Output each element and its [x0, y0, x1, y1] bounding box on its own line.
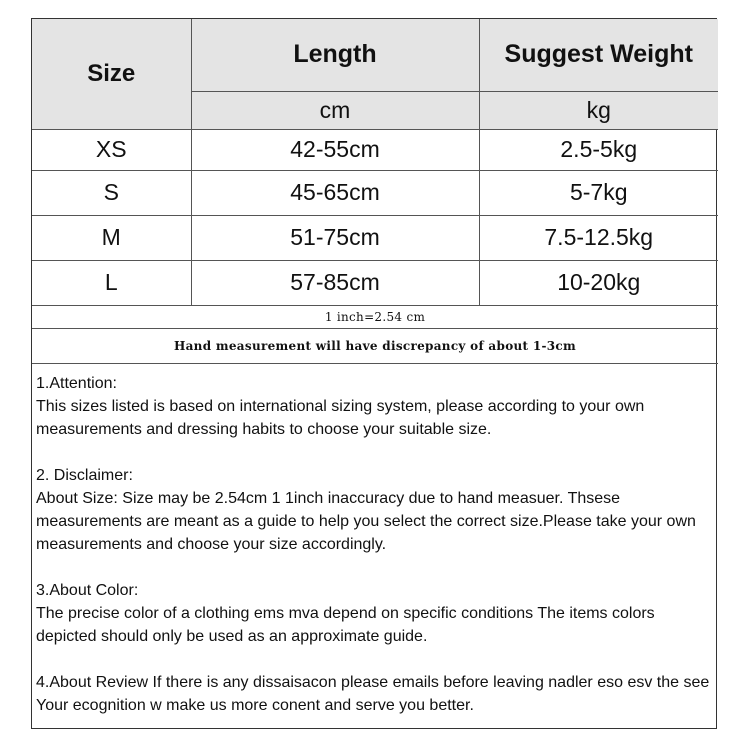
size-cell: L	[32, 260, 191, 305]
size-chart-sheet	[31, 18, 717, 729]
length-cell: 45-65cm	[191, 170, 479, 215]
color-section	[36, 579, 712, 648]
length-unit: cm	[191, 91, 479, 129]
attention-body: This sizes listed is based on international sizing system, please according to your own measurements and dressing habits to choose your suitable size.	[36, 397, 645, 438]
disclaimer-section	[36, 464, 712, 556]
size-cell: S	[32, 170, 191, 215]
header-length: Length	[191, 19, 479, 91]
weight-cell: 5-7kg	[479, 170, 718, 215]
disclaimer-title: 2. Disclaimer:	[36, 466, 133, 484]
review-body: 4.About Review If there is any dissaisacon please emails before leaving nadler eso esv the see Your ecognition w make us more conent and serve you better.	[36, 673, 710, 714]
table-row	[32, 129, 718, 170]
attention-section	[36, 372, 712, 441]
weight-cell: 2.5-5kg	[479, 129, 718, 170]
header-weight: Suggest Weight	[479, 19, 718, 91]
length-cell: 57-85cm	[191, 260, 479, 305]
review-section	[36, 671, 712, 717]
size-cell: M	[32, 215, 191, 260]
size-table	[32, 19, 718, 364]
disclaimer-body: About Size: Size may be 2.54cm 1 1inch inaccuracy due to hand measuer. Thsese measurements are meant as a guide to help you select the correct size.Please take your own measurements and choose your size accordingly.	[36, 489, 696, 553]
table-row	[32, 260, 718, 305]
weight-cell: 7.5-12.5kg	[479, 215, 718, 260]
notes-block	[32, 364, 716, 717]
attention-title: 1.Attention:	[36, 374, 117, 392]
discrepancy-note: Hand measurement will have discrepancy of about 1-3cm	[32, 328, 718, 363]
color-title: 3.About Color:	[36, 581, 139, 599]
weight-unit: kg	[479, 91, 718, 129]
weight-cell: 10-20kg	[479, 260, 718, 305]
length-cell: 51-75cm	[191, 215, 479, 260]
size-cell: XS	[32, 129, 191, 170]
table-row	[32, 215, 718, 260]
length-cell: 42-55cm	[191, 129, 479, 170]
conversion-note: 1 inch=2.54 cm	[32, 305, 718, 328]
header-size: Size	[32, 19, 191, 129]
table-row	[32, 170, 718, 215]
color-body: The precise color of a clothing ems mva depend on specific conditions The items colors depicted should only be used as an approximate guide.	[36, 604, 655, 645]
